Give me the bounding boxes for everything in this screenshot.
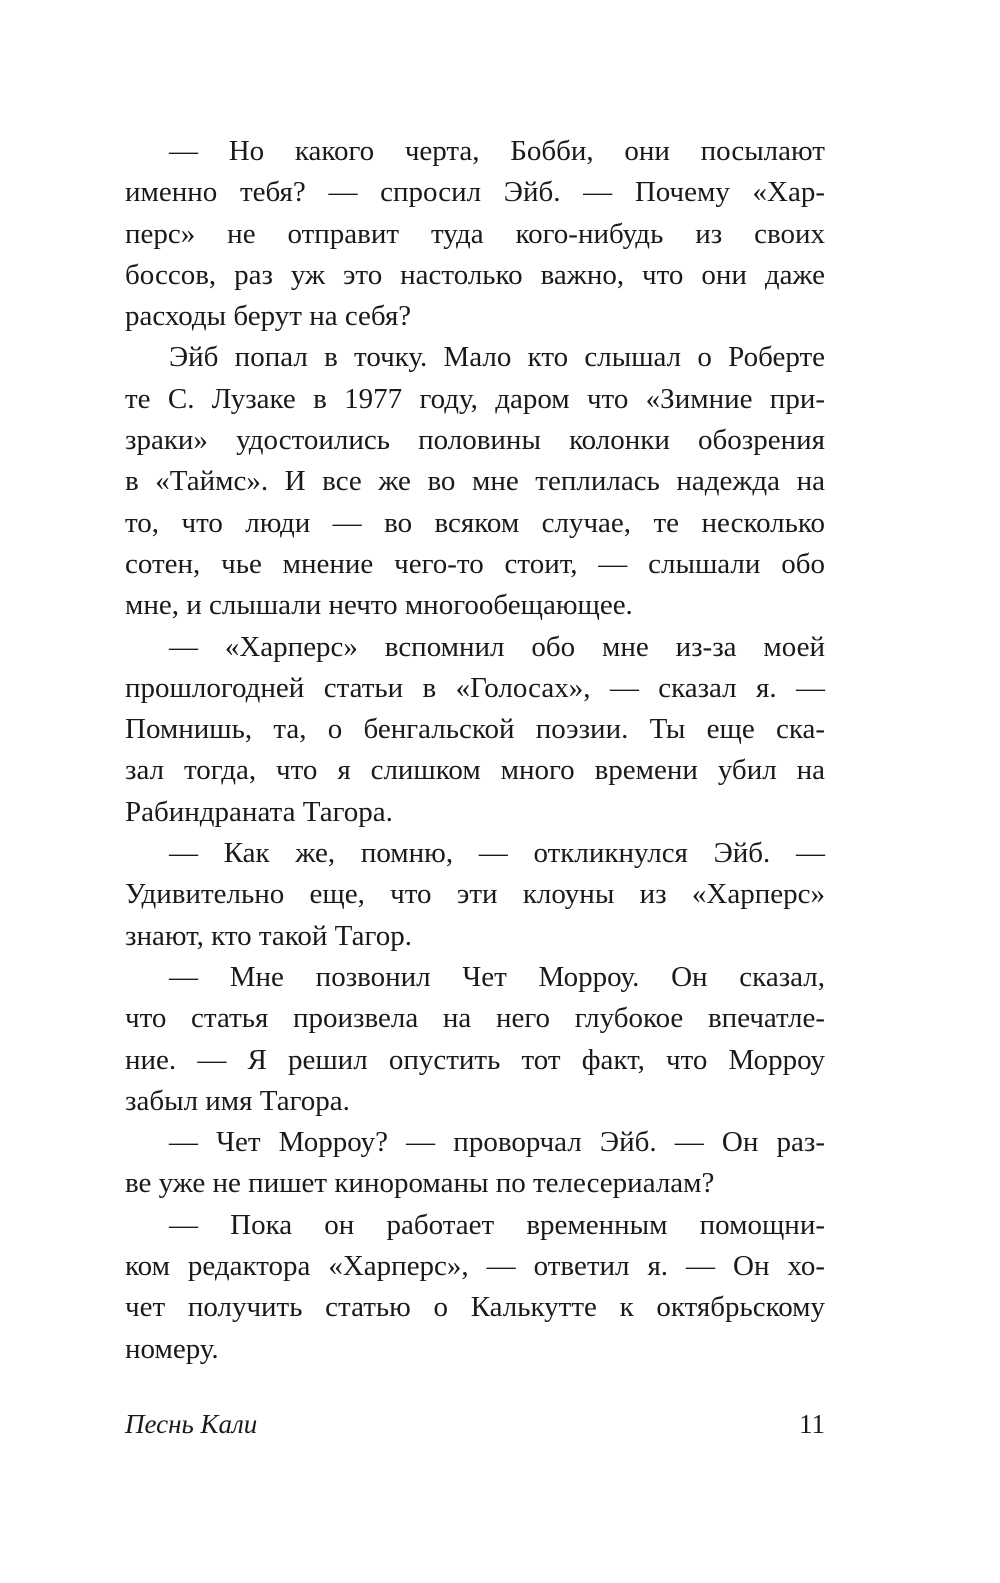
text-line: Удивительно еще, что эти клоуны из «Харперс» bbox=[125, 878, 825, 911]
text-line: в «Таймс». И все же во мне теплилась надежда на bbox=[125, 465, 825, 498]
text-line: то, что люди — во всяком случае, те несколько bbox=[125, 506, 825, 539]
running-title: Песнь Кали bbox=[125, 1409, 258, 1439]
page-number: 11 bbox=[799, 1409, 825, 1439]
text-line: зал тогда, что я слишком много времени убил на bbox=[125, 754, 825, 787]
text-line: мне, и слышали нечто многообещающее. bbox=[125, 589, 633, 622]
text-line: те С. Лузаке в 1977 году, даром что «Зимние при- bbox=[125, 382, 825, 415]
text-line: Помнишь, та, о бенгальской поэзии. Ты еще ска- bbox=[125, 713, 825, 746]
text-line: ве уже не пишет кинороманы по телесериалам? bbox=[125, 1167, 715, 1200]
text-line: ние. — Я решил опустить тот факт, что Морроу bbox=[125, 1043, 825, 1076]
text-line: знают, кто такой Тагор. bbox=[125, 919, 412, 952]
text-line: номеру. bbox=[125, 1332, 219, 1365]
text-line: Эйб попал в точку. Мало кто слышал о Роберте bbox=[169, 341, 825, 374]
text-line: боссов, раз уж это настолько важно, что они даже bbox=[125, 258, 825, 291]
text-line: забыл имя Тагора. bbox=[125, 1084, 350, 1117]
text-line: ком редактора «Харперс», — ответил я. — Он хо- bbox=[125, 1250, 825, 1283]
page-footer bbox=[125, 1404, 825, 1444]
text-line: расходы берут на себя? bbox=[125, 300, 412, 333]
text-line: — Мне позвонил Чет Морроу. Он сказал, bbox=[169, 960, 825, 993]
text-line: сотен, чье мнение чего-то стоит, — слышали обо bbox=[125, 547, 825, 580]
text-line: перс» не отправит туда кого-нибудь из своих bbox=[125, 217, 825, 250]
text-line: именно тебя? — спросил Эйб. — Почему «Хар- bbox=[125, 176, 825, 209]
text-line: — Как же, помню, — откликнулся Эйб. — bbox=[169, 837, 825, 870]
text-line: что статья произвела на него глубокое впечатле- bbox=[125, 1002, 825, 1035]
text-line: — «Харперс» вспомнил обо мне из-за моей bbox=[169, 630, 825, 663]
text-line: — Но какого черта, Бобби, они посылают bbox=[169, 135, 825, 167]
text-line: — Чет Морроу? — проворчал Эйб. — Он раз- bbox=[169, 1126, 825, 1159]
text-line: прошлогодней статьи в «Голосах», — сказал я. — bbox=[125, 671, 825, 704]
text-line: — Пока он работает временным помощни- bbox=[169, 1208, 825, 1241]
text-line: Рабиндраната Тагора. bbox=[125, 795, 393, 828]
text-line: чет получить статью о Калькутте к октябрьскому bbox=[125, 1291, 825, 1324]
body-text bbox=[125, 131, 825, 1370]
text-line: зраки» удостоились половины колонки обозрения bbox=[125, 424, 825, 457]
